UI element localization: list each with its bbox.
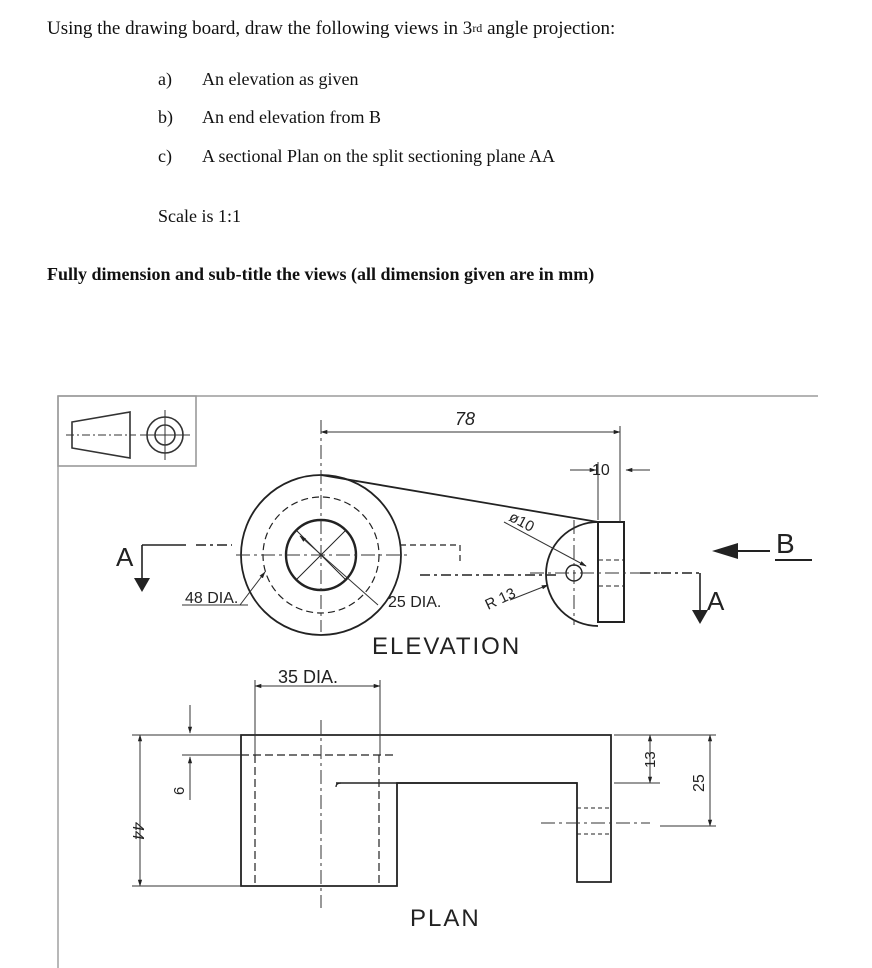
intro-superscript: rd xyxy=(472,21,483,35)
dim-r13-label: R 13 xyxy=(482,584,519,614)
dim-10-label: 10 xyxy=(592,462,610,479)
view-b-label: B xyxy=(776,528,795,559)
item-text-a: An elevation as given xyxy=(202,69,359,89)
item-letter-c: c) xyxy=(158,146,172,166)
section-arrow-icon xyxy=(134,578,150,592)
dim-25-label: 25 xyxy=(691,774,708,792)
dim-44-label: 44 xyxy=(129,822,146,840)
dim-25dia-label: 25 DIA. xyxy=(388,594,442,611)
section-a-left-label: A xyxy=(116,542,134,572)
dim-35dia-label: 35 DIA. xyxy=(278,667,339,687)
intro-text: Using the drawing board, draw the following views in 3 xyxy=(47,18,473,39)
item-text-c: A sectional Plan on the split sectioning plane AA xyxy=(202,146,555,166)
plan-view xyxy=(241,735,611,886)
dim-78-label: 78 xyxy=(455,409,476,429)
dim-13-label: 13 xyxy=(642,751,659,768)
scale-note: Scale is 1:1 xyxy=(158,206,241,226)
section-a-right-label: A xyxy=(707,586,725,616)
dim-6-label: 6 xyxy=(171,786,188,795)
question-intro xyxy=(47,18,615,40)
instruction-note: Fully dimension and sub-title the views (all dimension given are in mm) xyxy=(47,264,595,284)
plan-centre-lines xyxy=(321,720,650,908)
dim-48dia-label: 48 DIA. xyxy=(185,590,239,607)
drawing-frame xyxy=(58,396,818,968)
projection-symbol-icon xyxy=(58,396,196,466)
view-direction-b-arrow-icon xyxy=(712,543,738,559)
technical-drawing xyxy=(0,380,872,968)
elevation-title: ELEVATION xyxy=(372,633,522,660)
intro-text-end: angle projection: xyxy=(482,18,616,39)
plan-title: PLAN xyxy=(410,905,481,932)
item-text-b: An end elevation from B xyxy=(202,107,381,127)
dim-phi10-label: ø10 xyxy=(506,508,537,536)
item-letter-b: b) xyxy=(158,107,173,127)
section-arrow-icon xyxy=(692,610,708,624)
item-letter-a: a) xyxy=(158,69,172,89)
